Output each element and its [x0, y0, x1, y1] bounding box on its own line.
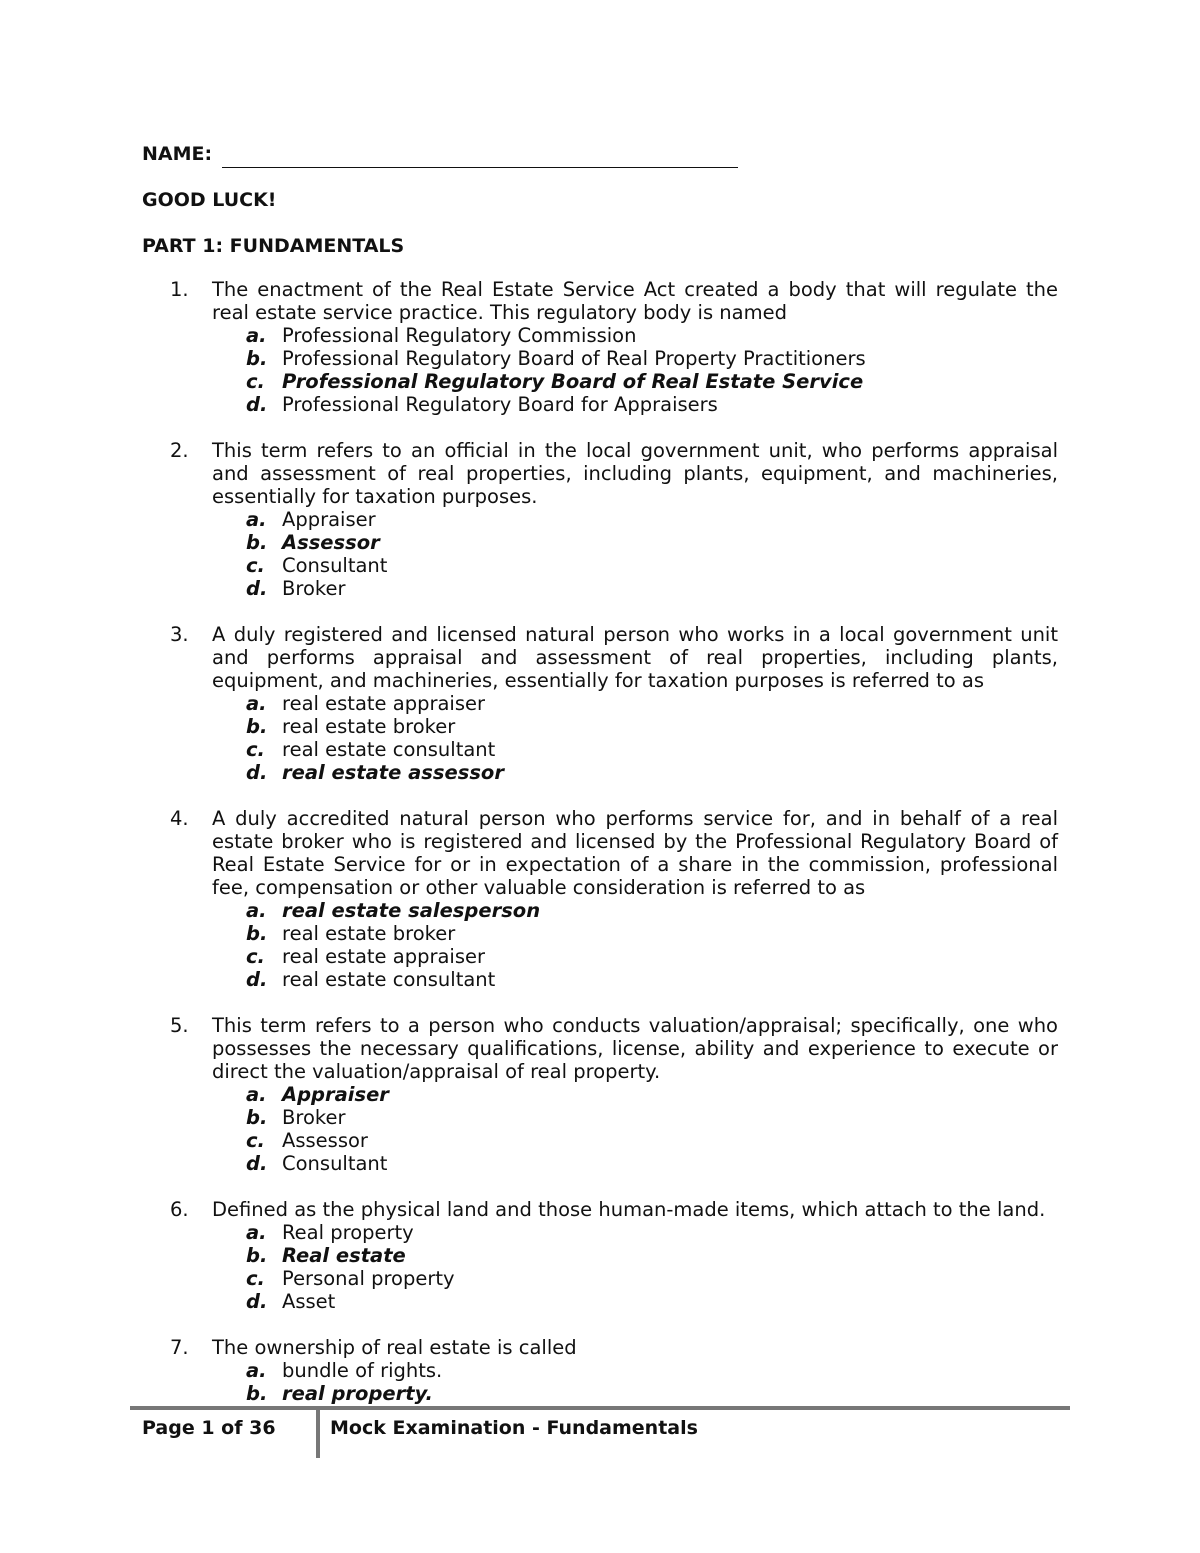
answer-option	[246, 370, 1058, 393]
option-letter: b.	[246, 531, 268, 554]
option-letter: c.	[246, 1129, 265, 1152]
option-list	[212, 324, 1058, 416]
option-letter: a.	[246, 1359, 267, 1382]
question-number: 1.	[170, 278, 189, 301]
question-text: This term refers to an official in the local government unit, who performs appraisal and assessment of real properties, including plants, equipment, and machineries, essentially for taxation purposes.	[212, 439, 1058, 508]
option-text: Appraiser	[282, 508, 376, 531]
question-body	[212, 439, 1058, 600]
question-body	[212, 1014, 1058, 1175]
exam-content	[142, 140, 1058, 1428]
option-list	[212, 1083, 1058, 1175]
option-letter: c.	[246, 738, 265, 761]
option-letter: d.	[246, 393, 268, 416]
answer-option	[246, 577, 1058, 600]
option-letter: c.	[246, 945, 265, 968]
name-label: NAME:	[142, 143, 213, 165]
question-number: 2.	[170, 439, 189, 462]
question-text: The enactment of the Real Estate Service Act created a body that will regulate the real estate service practice. This regulatory body is named	[212, 278, 1058, 324]
answer-option	[246, 761, 1058, 784]
good-luck-text: GOOD LUCK!	[142, 189, 277, 211]
question-text: A duly accredited natural person who performs service for, and in behalf of a real estate broker who is registered and licensed by the Professional Regulatory Board of Real Estate Service for or in expectation of a share in the commission, professional fee, compensation or other valuable consideration is referred to as	[212, 807, 1058, 899]
question-list	[142, 278, 1058, 1405]
question-item	[142, 623, 1058, 784]
answer-option	[246, 1129, 1058, 1152]
question-body	[212, 1198, 1058, 1313]
footer-rule	[130, 1406, 1070, 1410]
option-text: real estate appraiser	[282, 945, 486, 968]
option-text: real estate broker	[282, 922, 456, 945]
name-line	[142, 140, 1058, 168]
question-number: 5.	[170, 1014, 189, 1037]
footer-divider	[316, 1406, 320, 1458]
option-text: Asset	[282, 1290, 336, 1313]
option-letter: d.	[246, 1290, 268, 1313]
option-text-correct: real estate assessor	[282, 761, 504, 784]
option-list	[212, 1221, 1058, 1313]
option-letter: b.	[246, 715, 268, 738]
option-text: Real property	[282, 1221, 414, 1244]
option-text: Professional Regulatory Board for Appraisers	[282, 393, 718, 416]
question-item	[142, 1198, 1058, 1313]
option-text: Professional Regulatory Commission	[282, 324, 637, 347]
option-text: Personal property	[282, 1267, 455, 1290]
question-item	[142, 1336, 1058, 1405]
answer-option	[246, 1290, 1058, 1313]
answer-option	[246, 945, 1058, 968]
question-body	[212, 807, 1058, 991]
question-item	[142, 278, 1058, 416]
option-text-correct: Assessor	[282, 531, 380, 554]
option-letter: d.	[246, 577, 268, 600]
answer-option	[246, 715, 1058, 738]
option-text: real estate consultant	[282, 968, 496, 991]
question-item	[142, 807, 1058, 991]
option-text: real estate appraiser	[282, 692, 486, 715]
option-letter: c.	[246, 370, 265, 393]
option-letter: d.	[246, 968, 268, 991]
option-letter: b.	[246, 1244, 268, 1267]
name-blank	[222, 145, 738, 168]
answer-option	[246, 968, 1058, 991]
question-body	[212, 1336, 1058, 1405]
option-letter: a.	[246, 1083, 267, 1106]
question-number: 4.	[170, 807, 189, 830]
option-text: bundle of rights.	[282, 1359, 443, 1382]
option-text-correct: real estate salesperson	[282, 899, 541, 922]
question-body	[212, 623, 1058, 784]
option-text: Broker	[282, 1106, 346, 1129]
option-list	[212, 508, 1058, 600]
option-text: Broker	[282, 577, 346, 600]
option-letter: c.	[246, 554, 265, 577]
option-text: real estate consultant	[282, 738, 496, 761]
option-letter: b.	[246, 1106, 268, 1129]
answer-option	[246, 738, 1058, 761]
answer-option	[246, 531, 1058, 554]
option-letter: c.	[246, 1267, 265, 1290]
answer-option	[246, 692, 1058, 715]
answer-option	[246, 1221, 1058, 1244]
question-number: 3.	[170, 623, 189, 646]
option-list	[212, 1359, 1058, 1405]
option-list	[212, 692, 1058, 784]
option-text-correct: Appraiser	[282, 1083, 389, 1106]
answer-option	[246, 1106, 1058, 1129]
answer-option	[246, 1083, 1058, 1106]
answer-option	[246, 393, 1058, 416]
question-text: Defined as the physical land and those human-made items, which attach to the land.	[212, 1198, 1046, 1221]
question-text: The ownership of real estate is called	[212, 1336, 577, 1359]
option-text: Professional Regulatory Board of Real Property Practitioners	[282, 347, 866, 370]
answer-option	[246, 1267, 1058, 1290]
answer-option	[246, 1244, 1058, 1267]
option-letter: a.	[246, 508, 267, 531]
page-footer	[130, 1406, 1070, 1460]
answer-option	[246, 899, 1058, 922]
option-text: Consultant	[282, 554, 388, 577]
option-letter: b.	[246, 347, 268, 370]
answer-option	[246, 508, 1058, 531]
footer-title: Mock Examination - Fundamentals	[330, 1417, 698, 1439]
option-letter: a.	[246, 324, 267, 347]
part-title: PART 1: FUNDAMENTALS	[142, 235, 405, 257]
option-text: Consultant	[282, 1152, 388, 1175]
option-text: real estate broker	[282, 715, 456, 738]
answer-option	[246, 1152, 1058, 1175]
question-body	[212, 278, 1058, 416]
question-number: 6.	[170, 1198, 189, 1221]
answer-option	[246, 324, 1058, 347]
option-list	[212, 899, 1058, 991]
option-text-correct: Real estate	[282, 1244, 406, 1267]
question-item	[142, 1014, 1058, 1175]
option-letter: a.	[246, 692, 267, 715]
option-text-correct: Professional Regulatory Board of Real Estate Service	[282, 370, 864, 393]
option-letter: d.	[246, 1152, 268, 1175]
option-letter: b.	[246, 1382, 268, 1405]
answer-option	[246, 1359, 1058, 1382]
question-number: 7.	[170, 1336, 189, 1359]
question-text: A duly registered and licensed natural person who works in a local government unit and performs appraisal and assessment of real properties, including plants, equipment, and machineries, essentially for taxation purposes is referred to as	[212, 623, 1058, 692]
answer-option	[246, 554, 1058, 577]
option-letter: d.	[246, 761, 268, 784]
question-text: This term refers to a person who conducts valuation/appraisal; specifically, one who possesses the necessary qualifications, license, ability and experience to execute or direct the valuation/appraisal of real property.	[212, 1014, 1058, 1083]
footer-page-number: Page 1 of 36	[142, 1417, 276, 1439]
option-text: Assessor	[282, 1129, 368, 1152]
option-text-correct: real property.	[282, 1382, 433, 1405]
option-letter: a.	[246, 1221, 267, 1244]
option-letter: a.	[246, 899, 267, 922]
answer-option	[246, 922, 1058, 945]
option-letter: b.	[246, 922, 268, 945]
answer-option	[246, 1382, 1058, 1405]
question-item	[142, 439, 1058, 600]
answer-option	[246, 347, 1058, 370]
